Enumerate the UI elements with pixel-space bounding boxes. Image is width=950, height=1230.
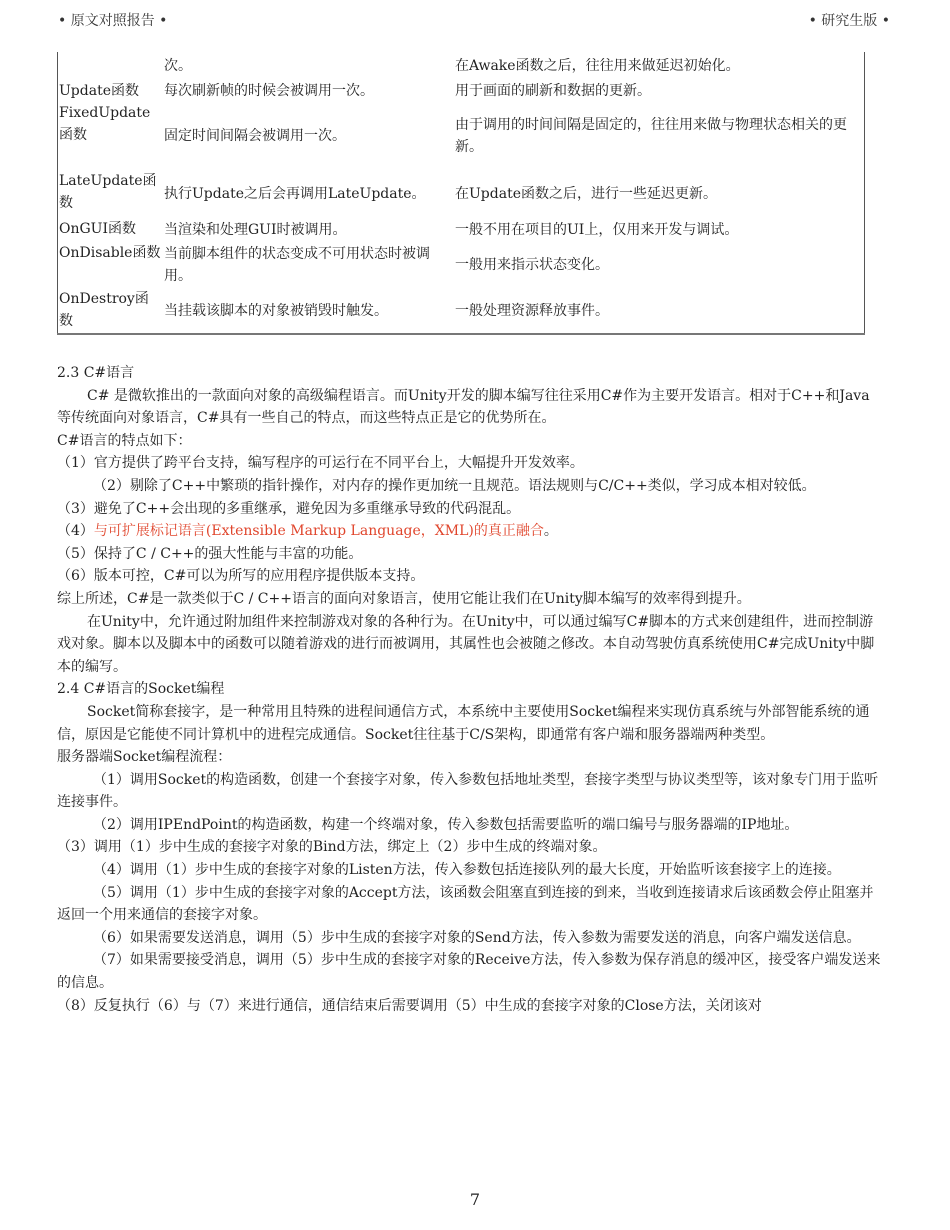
header-right: • 研究生版 • — [808, 13, 890, 29]
table-cell: LateUpdate函数 — [59, 173, 157, 211]
paragraph — [57, 927, 883, 950]
paragraph-text: 2.3 C#语言 — [57, 365, 135, 381]
paragraph — [57, 430, 883, 453]
paragraph-text: （8）反复执行（6）与（7）来进行通信，通信结束后需要调用（5）中生成的套接字对象的Close方法，关闭该对 — [57, 997, 762, 1014]
header-left: • 原文对照报告 • — [58, 13, 168, 29]
table-row — [58, 218, 865, 242]
paragraph-text: 2.4 C#语言的Socket编程 — [57, 681, 225, 698]
paragraph-text: （1）官方提供了跨平台支持，编写程序的可运行在不同平台上，大幅提升开发效率。 — [57, 455, 584, 472]
paragraph — [57, 611, 883, 679]
paragraph — [57, 498, 883, 521]
table-cell: Update函数 — [59, 83, 139, 99]
table-cell: 固定时间间隔会被调用一次。 — [164, 128, 346, 144]
table-cell: 一般用来指示状态变化。 — [455, 257, 609, 273]
table-cell — [58, 52, 162, 80]
table-cell: OnDisable函数 — [59, 245, 161, 261]
paragraph — [57, 949, 883, 994]
table-cell: 一般处理资源释放事件。 — [455, 302, 609, 319]
table-row — [58, 80, 865, 102]
paragraph-text: （2）调用IPEndPoint的构造函数，构建一个终端对象，传入参数包括需要监听的端口编号与服务器端的IP地址。 — [93, 816, 799, 833]
paragraph-text: （1）调用Socket的构造函数，创建一个套接字对象，传入参数包括地址类型，套接字类型与协议类型等，该对象专门用于监听连接事件。 — [57, 771, 879, 811]
table-cell: 在Awake函数之后，往往用来做延迟初始化。 — [455, 58, 740, 74]
table-cell: FixedUpdate函数 — [59, 105, 151, 143]
paragraph — [57, 475, 883, 498]
paragraph-text: 在Unity中，允许通过附加组件来控制游戏对象的各种行为。在Unity中，可以通过编写C#脚本的方式来创建组件，进而控制游戏对象。脚本以及脚本中的函数可以随着游戏的进行而被调用，其属性也会被随之修改。本自动驾驶仿真系统使用C#完成Unity中脚本的编写。 — [57, 613, 875, 675]
table-row — [58, 102, 865, 170]
table-row — [58, 288, 865, 334]
table-cell: OnDestroy函数 — [59, 291, 149, 329]
paragraph-text: 。 — [543, 523, 558, 540]
section-heading — [57, 678, 883, 701]
paragraph-text: （5）调用（1）步中生成的套接字对象的Accept方法，该函数会阻塞直到连接的到来，当收到连接请求后该函数会停止阻塞并返回一个用来通信的套接字对象。 — [57, 884, 874, 924]
page-number: 7 — [469, 1190, 481, 1209]
paragraph — [57, 452, 883, 475]
table-cell: 一般不用在项目的UI上，仅用来开发与调试。 — [455, 222, 739, 238]
paragraph-text: （4）调用（1）步中生成的套接字对象的Listen方法，传入参数包括连接队列的最大长度，开始监听该套接字上的连接。 — [93, 862, 841, 879]
paragraph-text: （3）调用（1）步中生成的套接字对象的Bind方法，绑定上（2）步中生成的终端对象。 — [57, 839, 607, 856]
paragraph-text: Socket简称套接字，是一种常用且特殊的进程间通信方式，本系统中主要使用Socket编程来实现仿真系统与外部智能系统的通信，原因是它能使不同计算机中的进程完成通信。Socket往往基于C/S架构，即通常有客户端和服务器端两种类型。 — [57, 703, 870, 743]
paragraph — [57, 588, 883, 611]
highlighted-text: 与可扩展标记语言(Extensible Markup Language，XML)的真正融合 — [93, 523, 544, 540]
paragraph-text: 综上所述，C#是一款类似于C / C++语言的面向对象语言，使用它能让我们在Unity脚本编写的效率得到提升。 — [57, 590, 751, 607]
paragraph-text: （6）如果需要发送消息，调用（5）步中生成的套接字对象的Send方法，传入参数为需要发送的消息，向客户端发送信息。 — [93, 929, 861, 946]
paragraph — [57, 995, 883, 1018]
paragraph-text: 服务器端Socket编程流程： — [57, 749, 232, 766]
paragraph — [57, 814, 883, 837]
paragraph-text: C#语言的特点如下： — [57, 432, 192, 449]
section-heading — [57, 362, 883, 385]
paragraph — [57, 836, 883, 859]
paragraph — [57, 882, 883, 927]
paragraph-text: （6）版本可控，C#可以为所写的应用程序提供版本支持。 — [57, 568, 425, 585]
table-cell: 执行Update之后会再调用LateUpdate。 — [164, 186, 426, 202]
paragraph — [57, 769, 883, 814]
table-cell: 在Update函数之后，进行一些延迟更新。 — [455, 186, 717, 202]
paragraph — [57, 701, 883, 746]
paragraph — [57, 746, 883, 769]
table-row — [58, 52, 865, 80]
paragraph — [57, 565, 883, 588]
paragraph-text: C# 是微软推出的一款面向对象的高级编程语言。而Unity开发的脚本编写往往采用C#作为主要开发语言。相对于C++和Java等传统面向对象语言，C#具有一些自己的特点，而这些特点正是它的优势所在。 — [57, 387, 870, 427]
paragraph-text: （2）剔除了C++中繁琐的指针操作，对内存的操作更加统一且规范。语法规则与C/C++类似，学习成本相对较低。 — [93, 477, 816, 494]
table-cell: 当前脚本组件的状态变成不可用状态时被调用。 — [164, 246, 430, 284]
paragraph — [57, 859, 883, 882]
paragraph-text: （4） — [57, 523, 94, 540]
unity-functions-table — [57, 52, 865, 335]
table-cell: 用于画面的刷新和数据的更新。 — [455, 83, 651, 99]
paragraph-text: （5）保持了C / C++的强大性能与丰富的功能。 — [57, 545, 363, 562]
table-cell: 每次刷新帧的时候会被调用一次。 — [164, 83, 374, 99]
table-cell: 当渲染和处理GUI时被调用。 — [164, 222, 347, 238]
table-row — [58, 242, 865, 288]
paragraph — [57, 385, 883, 430]
paragraph-text: （3）避免了C++会出现的多重继承，避免因为多重继承导致的代码混乱。 — [57, 500, 521, 517]
table-cell: 当挂载该脚本的对象被销毁时触发。 — [164, 302, 388, 319]
table-cell: OnGUI函数 — [59, 221, 137, 237]
paragraph — [57, 543, 883, 566]
table-cell: 由于调用的时间间隔是固定的，往往用来做与物理状态相关的更新。 — [455, 117, 847, 155]
paragraph-text: （7）如果需要接受消息，调用（5）步中生成的套接字对象的Receive方法，传入参数为保存消息的缓冲区，接受客户端发送来的信息。 — [57, 952, 881, 992]
table-row — [58, 170, 865, 218]
document-body — [57, 362, 883, 1017]
paragraph — [57, 520, 883, 543]
table-cell: 次。 — [164, 58, 192, 74]
